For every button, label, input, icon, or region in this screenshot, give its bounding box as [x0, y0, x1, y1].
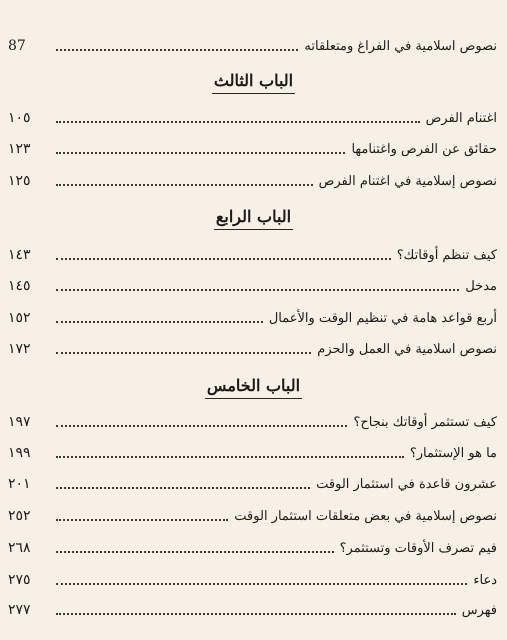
dot-leader	[56, 258, 391, 260]
toc-entry	[8, 441, 497, 465]
chapter-title: الباب الخامس	[205, 375, 302, 399]
toc-entry-page: ٢٧٥	[8, 572, 31, 588]
toc-entry-page: ٢٧٧	[8, 602, 31, 618]
toc-entry	[8, 106, 497, 130]
toc-entry-title: نصوص اسلامية في الفراغ ومتعلقاته	[304, 38, 497, 54]
toc-entry	[8, 472, 497, 496]
toc-entry-page: ٢٠١	[8, 476, 31, 492]
toc-entry	[8, 504, 497, 528]
toc-entry	[8, 598, 497, 622]
toc-entry-page: ١٠٥	[8, 110, 31, 126]
toc-entry-page: ١٩٩	[8, 445, 31, 461]
dot-leader	[56, 184, 313, 186]
toc-entry-page: ٢٥٢	[8, 508, 31, 524]
toc-entry-page: ١٤٥	[8, 278, 31, 294]
dot-leader	[56, 321, 263, 323]
toc-entry-title: عشرون قاعدة في استثمار الوقت	[316, 476, 497, 492]
toc-entry-page: ١٥٢	[8, 310, 31, 326]
dot-leader	[56, 425, 347, 427]
toc-entry-page: ١٢٣	[8, 141, 31, 157]
dot-leader	[56, 49, 298, 51]
chapter-heading	[0, 373, 507, 399]
toc-entry-page: ٢٦٨	[8, 540, 31, 556]
toc-entry-title: اغتنام الفرص	[425, 110, 497, 126]
dot-leader	[56, 551, 334, 553]
dot-leader	[56, 487, 310, 489]
toc-entry-title: كيف تستثمر أوقاتك بنجاح؟	[353, 414, 497, 430]
toc-entry-title: نصوص اسلامية في العمل والحزم	[317, 341, 497, 357]
toc-entry	[8, 568, 497, 592]
dot-leader	[56, 352, 311, 354]
toc-entry-page: ١٤٣	[8, 247, 31, 263]
toc-entry-page: ١٩٧	[8, 414, 31, 430]
dot-leader	[56, 583, 467, 585]
dot-leader	[56, 289, 459, 291]
toc-entry-title: ما هو الإستثمار؟	[409, 445, 497, 461]
chapter-heading	[0, 68, 507, 94]
toc-entry-title: نصوص إسلامية في بعض متعلقات استثمار الوقت	[234, 508, 497, 524]
toc-entry	[8, 169, 497, 193]
toc-entry-page: ١٢٥	[8, 173, 31, 189]
toc-entry	[8, 306, 497, 330]
dot-leader	[56, 456, 404, 458]
chapter-title: الباب الرابع	[214, 206, 293, 230]
toc-entry-page: 87	[8, 38, 26, 54]
toc-entry-title: مدخل	[465, 278, 497, 294]
toc-entry-title: فهرس	[461, 602, 497, 618]
dot-leader	[56, 121, 420, 123]
toc-entry-title: دعاء	[473, 572, 497, 588]
toc-entry-title: أربع قواعد هامة في تنظيم الوقت والأعمال	[268, 310, 497, 326]
toc-entry-title: حقائق عن الفرص واغتنامها	[351, 141, 497, 157]
toc-entry-title: فيم تصرف الأوقات وتستثمر؟	[339, 540, 497, 556]
toc-entry	[8, 274, 497, 298]
toc-entry	[8, 137, 497, 161]
dot-leader	[56, 519, 228, 521]
toc-entry	[8, 243, 497, 267]
toc-entry	[8, 34, 497, 58]
toc-entry	[8, 536, 497, 560]
toc-entry-page: ١٧٢	[8, 341, 31, 357]
dot-leader	[56, 152, 345, 154]
dot-leader	[56, 613, 456, 615]
chapter-heading	[0, 204, 507, 230]
toc-entry	[8, 410, 497, 434]
toc-entry	[8, 337, 497, 361]
toc-entry-title: نصوص إسلامية في اغتنام الفرص	[318, 173, 497, 189]
chapter-title: الباب الثالث	[212, 70, 295, 94]
toc-entry-title: كيف تنظم أوقاتك؟	[396, 247, 497, 263]
